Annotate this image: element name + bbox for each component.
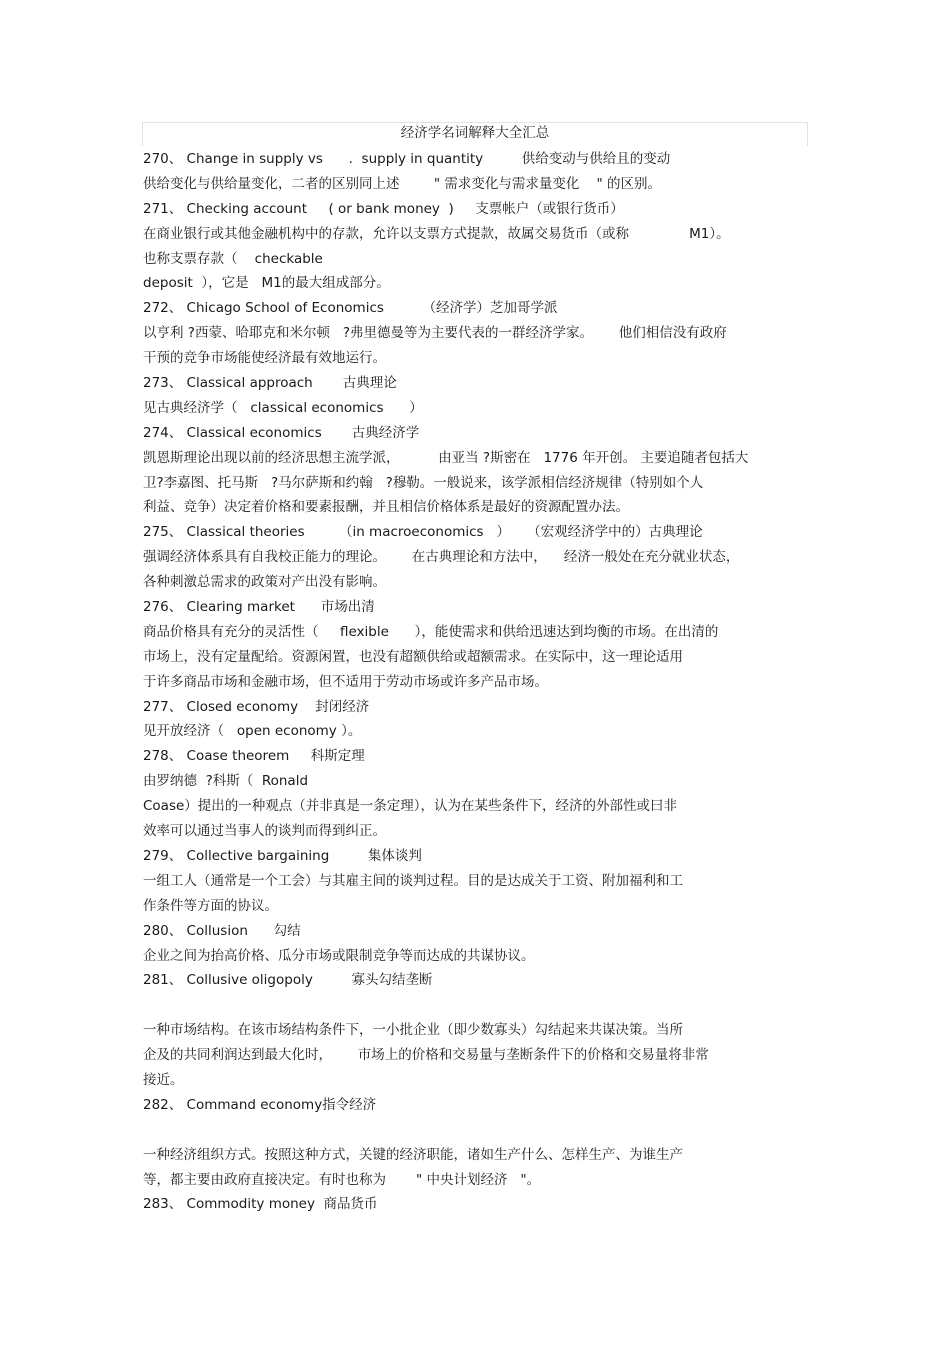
text-line: 也称支票存款（ checkable: [143, 250, 323, 267]
text-line: 卫?李嘉图、托马斯 ?马尔萨斯和约翰 ?穆勒。一般说来，该学派相信经济规律（特别如个人: [143, 474, 704, 491]
text-line: 凯恩斯理论出现以前的经济思想主流学派， 由亚当 ?斯密在 1776 年开创。 主要追随者包括大: [143, 449, 749, 466]
entry-heading: 270、 Change in supply vs . supply in quantity 供给变动与供给且的变动: [143, 151, 671, 167]
entry-heading: 277、 Closed economy 封闭经济: [143, 698, 370, 715]
entry-heading: 281、 Collusive oligopoly 寡头勾结垄断: [143, 972, 433, 989]
text-line: Coase）提出的一种观点（并非真是一条定理），认为在某些条件下，经济的外部性或曰非: [143, 798, 678, 815]
entry-heading: 282、 Command economy指令经济: [143, 1096, 377, 1113]
text-line: 利益、竞争）决定着价格和要素报酬，并且相信价格体系是最好的资源配置办法。: [143, 499, 629, 516]
entry-heading: 279、 Collective bargaining 集体谈判: [143, 847, 422, 864]
text-line: 由罗纳德 ?科斯（ Ronald: [143, 773, 309, 790]
text-line: 以亨利 ?西蒙、哈耶克和米尔顿 ?弗里德曼等为主要代表的一群经济学家。 他们相信没有政府: [143, 325, 727, 342]
text-line: 供给变化与供给量变化，二者的区别同上述 " 需求变化与需求量变化 " 的区别。: [143, 175, 661, 192]
text-line: 一种市场结构。在该市场结构条件下，一小批企业（即少数寡头）勾结起来共谋决策。当所: [143, 1022, 683, 1039]
text-line: [143, 993, 803, 1018]
text-line: 接近。: [143, 1071, 184, 1088]
entry-heading: 278、 Coase theorem 科斯定理: [143, 748, 365, 765]
text-line: 市场上，没有定量配给。资源闲置，也没有超额供给或超额需求。在实际中，这一理论适用: [143, 648, 683, 665]
text-line: 企业之间为抬高价格、瓜分市场或限制竞争等而达成的共谋协议。: [143, 947, 535, 964]
entry-heading: 273、 Classical approach 古典理论: [143, 375, 397, 392]
entry-heading: 283、 Commodity money 商品货币: [143, 1196, 378, 1213]
text-line: deposit ），它是 M1的最大组成部分。: [143, 275, 390, 292]
entry-heading: 275、 Classical theories （in macroeconomics ） （宏观经济学中的）古典理论: [143, 524, 703, 541]
document-title: 经济学名词解释大全汇总: [400, 125, 550, 141]
text-line: 企及的共同利润达到最大化时， 市场上的价格和交易量与垄断条件下的价格和交易量将非常: [143, 1047, 709, 1064]
entry-heading: 271、 Checking account ( or bank money ) 支票帐户（或银行货币）: [143, 200, 624, 217]
text-line: 效率可以通过当事人的谈判而得到纠正。: [143, 823, 386, 840]
text-line: [143, 1118, 803, 1143]
text-line: 作条件等方面的协议。: [143, 897, 278, 914]
text-line: 在商业银行或其他金融机构中的存款，允许以支票方式提款，故属交易货币（或称 M1）。: [143, 225, 730, 242]
text-line: 商品价格具有充分的灵活性（ flexible ），能使需求和供给迅速达到均衡的市场。在出清的: [143, 623, 719, 640]
text-line: 一种经济组织方式。按照这种方式，关键的经济职能，诸如生产什么、怎样生产、为谁生产: [143, 1146, 683, 1163]
text-line: 于许多商品市场和金融市场，但不适用于劳动市场或许多产品市场。: [143, 673, 548, 690]
text-line: 一组工人（通常是一个工会）与其雇主间的谈判过程。目的是达成关于工资、附加福利和工: [143, 872, 683, 889]
text-line: 见古典经济学（ classical economics ）: [143, 399, 423, 416]
entry-heading: 276、 Clearing market 市场出清: [143, 599, 375, 616]
document-body: [143, 147, 803, 1217]
entry-heading: 280、 Collusion 勾结: [143, 922, 301, 939]
text-line: 见开放经济（ open economy ）。: [143, 723, 362, 740]
text-line: 强调经济体系具有自我校正能力的理论。 在古典理论和方法中， 经济一般处在充分就业状态，: [143, 549, 740, 566]
entry-heading: 274、 Classical economics 古典经济学: [143, 424, 420, 441]
text-line: 各种刺激总需求的政策对产出没有影响。: [143, 574, 386, 591]
entry-heading: 272、 Chicago School of Economics （经济学）芝加哥学派: [143, 300, 558, 317]
text-line: 等，都主要由政府直接决定。有时也称为 " 中央计划经济 "。: [143, 1171, 541, 1188]
text-line: 干预的竞争市场能使经济最有效地运行。: [143, 350, 386, 367]
